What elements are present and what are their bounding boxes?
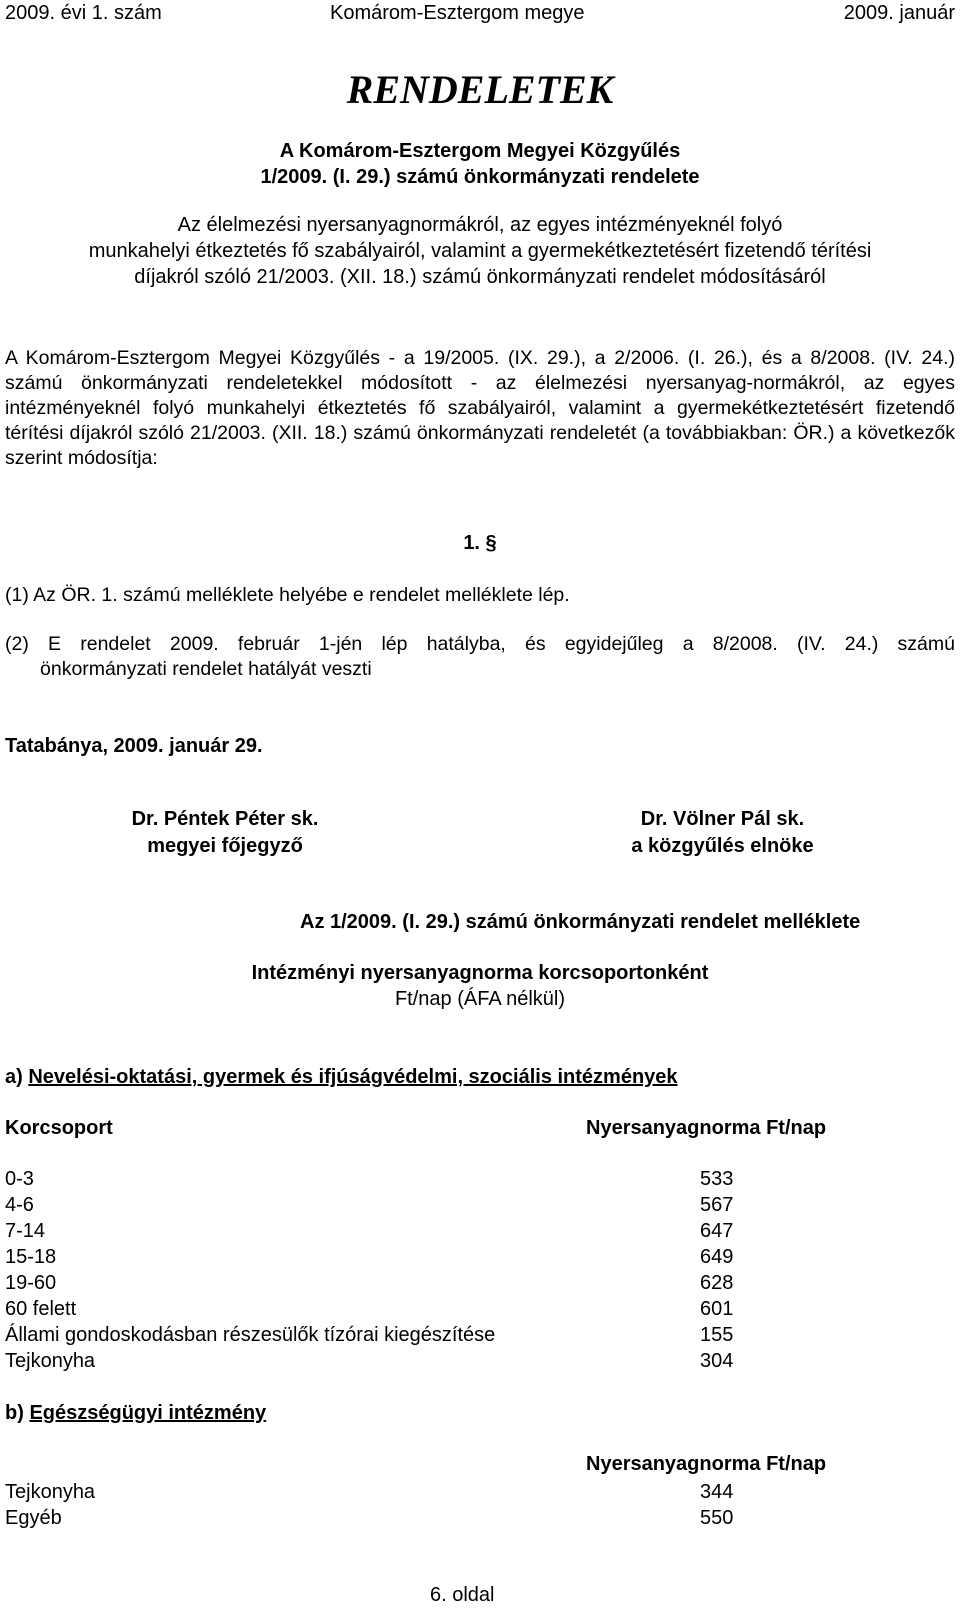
section-b-title: Egészségügyi intézmény xyxy=(29,1402,267,1424)
table-row xyxy=(5,1244,955,1270)
row-value: 550 xyxy=(700,1507,734,1529)
section-number: 1. § xyxy=(463,532,497,554)
table-row xyxy=(5,1505,955,1531)
row-label: 7-14 xyxy=(5,1220,46,1242)
section-b-heading xyxy=(5,1402,266,1425)
signature-left-name: Dr. Péntek Péter sk. xyxy=(131,808,319,830)
table-row xyxy=(5,1322,955,1348)
point-2-line-1: (2) E rendelet 2009. február 1-jén lép hatályba, és egyidejűleg a 8/2008. (IV. 24.) számú xyxy=(5,633,955,655)
table-row xyxy=(5,1192,955,1218)
row-label: Tejkonyha xyxy=(5,1481,96,1503)
table-row xyxy=(5,1218,955,1244)
page-title: RENDELETEK xyxy=(346,67,614,112)
decree-subject-line-2: munkahelyi étkeztetés fő szabályairól, valamint a gyermekétkeztetésért fizetendő térítési xyxy=(88,240,872,262)
row-value: 628 xyxy=(700,1272,734,1294)
row-value: 567 xyxy=(700,1194,734,1216)
col-norm-header: Nyersanyagnorma Ft/nap xyxy=(586,1117,827,1139)
decree-issuer: A Komárom-Esztergom Megyei Közgyűlés xyxy=(279,140,681,162)
row-label: Egyéb xyxy=(5,1507,62,1529)
row-label: Állami gondoskodásban részesülők tízórai kiegészítése xyxy=(5,1324,496,1346)
table-row xyxy=(5,1166,955,1192)
table-a xyxy=(5,1166,955,1374)
annex-title: Az 1/2009. (I. 29.) számú önkormányzati rendelet melléklete xyxy=(300,911,861,933)
row-value: 155 xyxy=(700,1324,734,1346)
decree-intro: A Komárom-Esztergom Megyei Közgyűlés - a 19/2005. (IX. 29.), a 2/2006. (I. 26.), és a 8/2008. (IV. 24.) számú önkormányzati rendeletekkel módosított - az élelmezési nyersanyag-normákról, az egyes intézményeknél folyó munkahelyi étkeztetés fő szabályairól, valamint a gyermekétkeztetésért fizetendő térítési díjakról szóló 21/2003. (XII. 18.) számú önkormányzati rendeletét (a továbbiakban: ÖR.) a következők szerint módosítja: xyxy=(5,347,955,469)
header-county: Komárom-Esztergom megye xyxy=(330,2,585,24)
row-value: 304 xyxy=(700,1350,734,1372)
place-date: Tatabánya, 2009. január 29. xyxy=(5,735,263,757)
signature-left-role: megyei főjegyző xyxy=(147,835,303,857)
row-value: 344 xyxy=(700,1481,734,1503)
annex-heading: Intézményi nyersanyagnorma korcsoportonként xyxy=(251,962,709,984)
section-a-heading xyxy=(5,1066,678,1089)
signature-right-name: Dr. Völner Pál sk. xyxy=(640,808,805,830)
decree-subject-line-1: Az élelmezési nyersanyagnormákról, az egyes intézményeknél folyó xyxy=(177,214,783,236)
table-row xyxy=(5,1296,955,1322)
decree-number: 1/2009. (I. 29.) számú önkormányzati rendelete xyxy=(260,166,700,188)
section-b-prefix: b) xyxy=(5,1402,30,1424)
col-norm-header-b: Nyersanyagnorma Ft/nap xyxy=(586,1453,827,1475)
table-row xyxy=(5,1270,955,1296)
row-value: 533 xyxy=(700,1168,734,1190)
row-value: 601 xyxy=(700,1298,734,1320)
row-value: 649 xyxy=(700,1246,734,1268)
section-a-title: Nevelési-oktatási, gyermek és ifjúságvédelmi, szociális intézmények xyxy=(28,1066,678,1088)
point-2-line-2: önkormányzati rendelet hatályát veszti xyxy=(40,658,372,680)
row-value: 647 xyxy=(700,1220,734,1242)
header-issue: 2009. évi 1. szám xyxy=(5,2,162,24)
signature-left xyxy=(105,806,345,860)
point-1: (1) Az ÖR. 1. számú melléklete helyébe e rendelet melléklete lép. xyxy=(5,584,570,606)
section-a-prefix: a) xyxy=(5,1066,29,1088)
table-row xyxy=(5,1479,955,1505)
signature-right xyxy=(600,806,845,860)
annex-unit: Ft/nap (ÁFA nélkül) xyxy=(394,988,566,1010)
decree-subject-line-3: díjakról szóló 21/2003. (XII. 18.) számú önkormányzati rendelet módosításáról xyxy=(134,266,826,288)
row-label: 60 felett xyxy=(5,1298,77,1320)
row-label: Tejkonyha xyxy=(5,1350,96,1372)
row-label: 0-3 xyxy=(5,1168,34,1190)
page-number: 6. oldal xyxy=(430,1584,495,1606)
table-row xyxy=(5,1348,955,1374)
col-age-header: Korcsoport xyxy=(5,1117,113,1139)
table-b xyxy=(5,1479,955,1531)
signature-right-role: a közgyűlés elnöke xyxy=(631,835,814,857)
row-label: 15-18 xyxy=(5,1246,57,1268)
row-label: 19-60 xyxy=(5,1272,57,1294)
header-date: 2009. január xyxy=(843,2,955,24)
row-label: 4-6 xyxy=(5,1194,34,1216)
